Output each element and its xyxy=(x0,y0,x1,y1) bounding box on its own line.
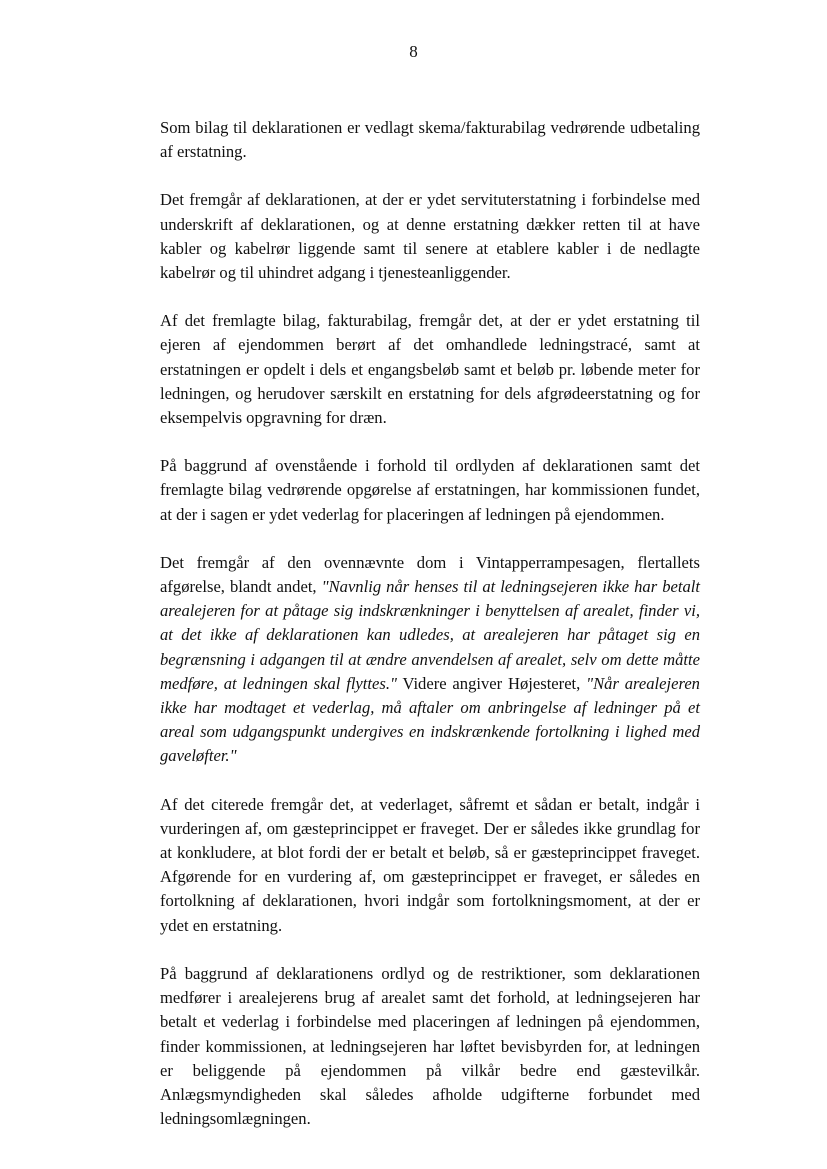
quote-flertallet: "Navnlig når henses til at ledningsejeren ikke har betalt arealejeren for at påtage sig indskrænkninger i benyttelsen af arealet, finder vi, at det ikke af deklarationen kan udledes, at arealejeren har påtaget sig en begrænsning i adgangen til at ændre anvendelsen af arealet, selv om dette måtte medføre, at ledningen skal flyttes." xyxy=(160,577,700,693)
paragraph-conclusion: På baggrund af deklarationens ordlyd og de restriktioner, som deklarationen medfører i arealejerens brug af arealet samt det forhold, at ledningsejeren har betalt et vederlag i forbindelse med placeringen af ledningen på ejendommen, finder kommissionen, at ledningsejeren har løftet bevisbyrden for, at ledningen er beliggende på ejendommen på vilkår bedre end gæstevilkår. Anlægsmyndigheden skal således afholde udgifterne forbundet med ledningsomlægningen. xyxy=(160,963,700,1129)
paragraph-vintapperrampesagen xyxy=(160,551,700,769)
document-body xyxy=(160,116,700,1155)
page-number: 8 xyxy=(409,42,418,61)
paragraph-bilag: Som bilag til deklarationen er vedlagt skema/fakturabilag vedrørende udbetaling af erstatning. xyxy=(160,118,700,162)
paragraph-fakturabilag: Af det fremlagte bilag, fakturabilag, fremgår det, at der er ydet erstatning til ejeren af ejendommen berørt af det omhandlede ledningstracé, samt at erstatningen er opdelt i dels et engangsbeløb samt et beløb pr. løbende meter for ledningen, og herudover særskilt en erstatning for dels afgrødeerstatning og for eksempelvis opgravning for dræn. xyxy=(160,311,700,428)
paragraph-gaesteprincip: Af det citerede fremgår det, at vederlaget, såfremt et sådan er betalt, indgår i vurderingen af, om gæsteprincippet er fraveget. Der er således ikke grundlag for at konkludere, at blot fordi der er betalt et beløb, så er gæsteprincippet fraveget. Afgørende for en vurdering af, om gæsteprincippet er fraveget, er således en fortolkning af deklarationen, hvori indgår som fortolkningsmoment, at der er ydet en erstatning. xyxy=(160,794,700,935)
quote-middle: Videre angiver Højesteret, xyxy=(396,673,587,693)
paragraph-vederlag-finding: På baggrund af ovenstående i forhold til ordlyden af deklarationen samt det fremlagte bilag vedrørende opgørelse af erstatningen, har kommissionen fundet, at der i sagen er ydet vederlag for placeringen af ledningen på ejendommen. xyxy=(160,456,700,524)
quote-intro: Det fremgår af den ovennævnte dom i Vintapperrampesagen, flertallets afgørelse, blandt andet, xyxy=(160,552,700,597)
paragraph-servituterstatning: Det fremgår af deklarationen, at der er ydet servituterstatning i forbindelse med underskrift af deklarationen, og at denne erstatning dækker retten til at have kabler og kabelrør liggende samt til senere at etablere kabler i de nedlagte kabelrør og til uhindret adgang i tjenesteanliggender. xyxy=(160,190,700,283)
quote-hojesteret: "Når arealejeren ikke har modtaget et vederlag, må aftaler om anbringelse af ledninger på et areal som udgangspunkt undergives en indskrænkende fortolkning i lighed med gaveløfter." xyxy=(160,673,700,766)
